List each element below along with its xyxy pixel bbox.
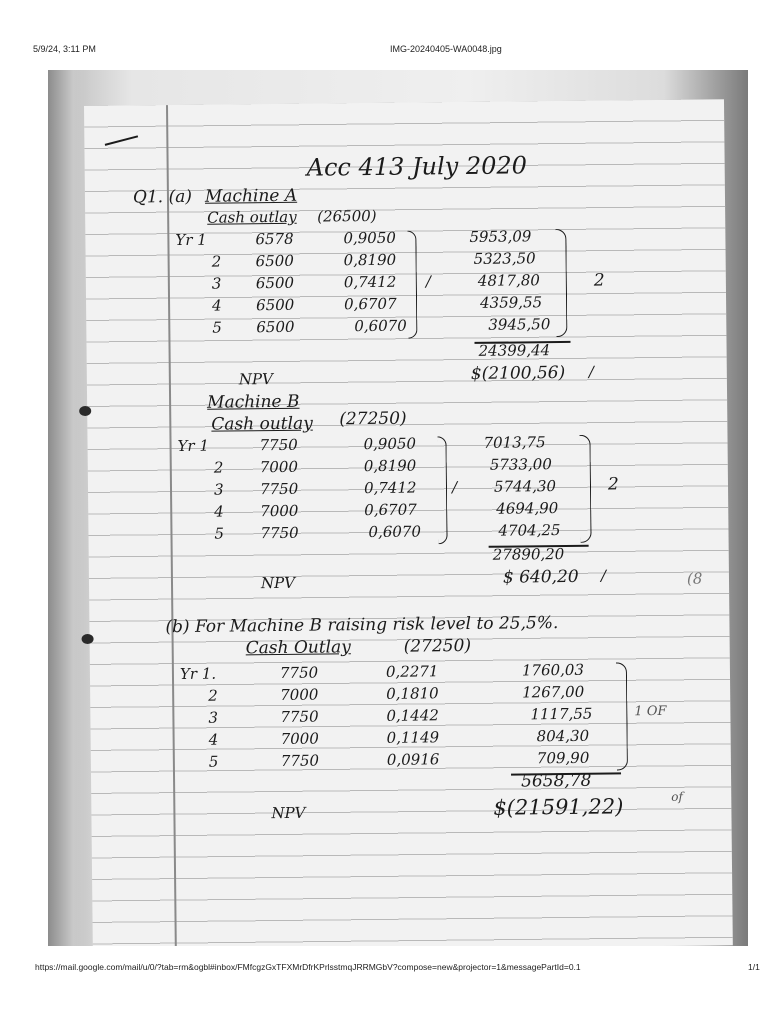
part-b-outlay-value: (27250) [403,635,472,657]
year-cell: 5 [208,752,219,771]
year-cell: Yr 1. [179,664,217,684]
year-cell: 2 [208,686,218,705]
machine-b-outlay-value: (27250) [339,408,407,430]
factor-cell: 0,0916 [386,750,440,769]
cashflow-cell: 6500 [256,295,295,315]
cashflow-cell: 7000 [280,729,319,748]
print-header-filename: IMG-20240405-WA0048.jpg [390,44,502,54]
machine-b-total: 27890,20 [492,544,565,564]
print-footer-page: 1/1 [748,962,760,972]
question-label: Q1. (a) [132,186,193,208]
marker-tick: / [451,478,458,497]
year-cell: 2 [213,458,224,477]
factor-cell: 0,7412 [343,272,397,292]
cashflow-cell: 6578 [255,229,294,249]
corner-dash [105,135,138,145]
pv-cell: 4359,55 [479,293,543,312]
machine-b-npv-tick: / [600,566,607,585]
pv-cell: 7013,75 [483,433,546,452]
machine-a-npv-tick: / [588,362,594,381]
factor-bracket [407,231,417,339]
pv-cell: 4704,25 [498,521,561,540]
cashflow-cell: 7750 [280,707,319,726]
cashflow-cell: 7750 [279,663,319,682]
print-header-date: 5/9/24, 3:11 PM [33,44,96,54]
machine-a-npv-value: $(2100,56) [470,362,566,384]
machine-b-outlay-label: Cash outlay [211,413,313,435]
year-cell: 4 [212,296,222,315]
part-b-heading: (b) For Machine B raising risk level to 25,5%. [165,613,559,638]
cashflow-cell: 7000 [260,501,299,521]
cashflow-cell: 7000 [259,457,299,477]
factor-cell: 0,2271 [385,662,439,681]
year-cell: 2 [211,252,222,271]
pv-cell: 4694,90 [496,499,559,518]
page-title: Acc 413 July 2020 [306,151,528,182]
factor-cell: 0,9050 [363,434,417,454]
cashflow-cell: 7750 [259,479,299,499]
year-cell: Yr 1 [177,436,210,456]
part-b-npv-value: $(21591,22) [493,794,624,820]
cashflow-cell: 6500 [255,273,295,293]
factor-cell: 0,8190 [363,456,417,476]
year-cell: 3 [211,274,222,293]
pv-cell: 5744,30 [493,477,557,496]
page-curl-shadow [48,70,90,946]
machine-a-outlay-label: Cash outlay [207,207,297,227]
factor-cell: 0,8190 [343,250,397,270]
pv-cell: 4817,80 [477,271,540,290]
part-b-outlay-label: Cash Outlay [245,637,351,659]
pv-cell: 5733,00 [489,455,552,474]
pv-cell: 5323,50 [473,249,536,268]
punch-hole [79,406,91,416]
year-cell: 5 [214,524,225,543]
factor-cell: 0,1810 [386,684,439,703]
factor-cell: 0,6707 [364,500,417,520]
factor-cell: 0,9050 [343,228,396,248]
pv-cell: 709,90 [536,748,590,768]
part-b-total: 5658,78 [520,770,592,792]
part-b-mark: 1 OF [634,703,667,720]
cashflow-cell: 6500 [255,251,294,271]
pv-cell: 1760,03 [521,660,585,680]
factor-cell: 0,6070 [354,316,407,336]
pv-bracket [555,229,567,337]
factor-cell: 0,6707 [343,294,397,314]
year-cell: 3 [213,480,224,499]
factor-cell: 0,1149 [386,728,440,747]
factor-cell: 0,7412 [363,478,417,498]
year-cell: 4 [208,730,219,749]
machine-a-total: 24399,44 [478,341,551,360]
machine-a-mark: 2 [593,270,605,291]
part-b-npv-mark: of [671,789,684,804]
machine-a-outlay-value: (26500) [317,206,377,226]
machine-b-heading: Machine B [207,391,300,413]
machine-b-npv-value: $ 640,20 [502,566,579,588]
cashflow-cell: 6500 [256,317,295,337]
pv-cell: 3945,50 [488,315,551,334]
pv-cell: 1117,55 [530,704,593,724]
factor-cell: 0,1442 [386,706,439,725]
part-b-npv-label: NPV [271,803,306,823]
year-cell: 5 [212,318,222,337]
marker-tick: / [425,272,432,291]
print-footer-url: https://mail.google.com/mail/u/0/?tab=rm&ogbl#inbox/FMfcgzGxTFXMrDfrKPrlsstmqJRRMGbV?compose=new&projector=1&messagePartId=0.1 [35,962,581,972]
machine-a-npv-label: NPV [238,370,274,389]
pv-cell: 5953,09 [469,227,532,246]
side-note: (8 [686,569,703,588]
year-cell: Yr 1 [175,230,207,250]
cashflow-cell: 7000 [280,685,319,704]
lined-paper [84,99,733,946]
notebook-photo [48,70,748,946]
pv-bracket [616,662,628,770]
factor-bracket [437,436,447,544]
pv-bracket [579,435,591,543]
pv-cell: 804,30 [536,726,590,746]
year-cell: 3 [208,708,219,727]
factor-cell: 0,6070 [368,522,422,542]
machine-b-npv-label: NPV [260,573,296,593]
machine-a-heading: Machine A [204,185,298,207]
year-cell: 4 [214,502,224,521]
punch-hole [82,634,94,644]
cashflow-cell: 7750 [280,751,320,770]
pv-cell: 1267,00 [522,682,585,702]
cashflow-cell: 7750 [260,523,299,543]
cashflow-cell: 7750 [259,435,298,455]
machine-b-mark: 2 [607,474,619,495]
